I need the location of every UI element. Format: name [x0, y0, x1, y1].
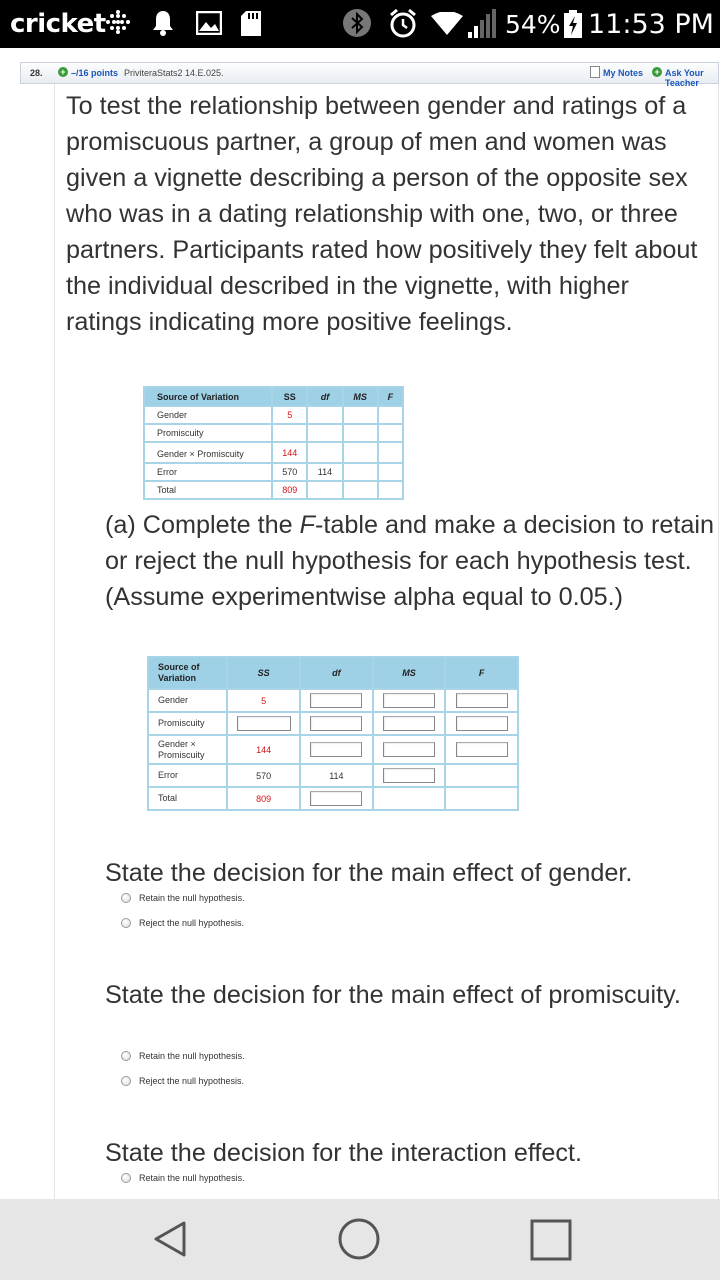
- plus-icon[interactable]: +: [58, 67, 68, 77]
- gender-f-input[interactable]: [456, 693, 508, 708]
- row-df: [307, 442, 342, 463]
- row-source: Error: [148, 764, 227, 787]
- option-label: Retain the null hypothesis.: [139, 893, 245, 903]
- interaction-ms-input[interactable]: [383, 742, 435, 757]
- table-row: [144, 481, 403, 499]
- radio-button[interactable]: [121, 1051, 131, 1061]
- row-source: Gender: [148, 689, 227, 712]
- wifi-icon: [430, 12, 464, 36]
- row-source: Gender: [144, 406, 272, 424]
- option-label: Retain the null hypothesis.: [139, 1051, 245, 1061]
- recents-icon[interactable]: [530, 1219, 572, 1261]
- notes-icon[interactable]: [590, 66, 600, 78]
- gender-df-input[interactable]: [310, 693, 362, 708]
- row-f: [378, 463, 403, 481]
- bluetooth-icon: [342, 8, 372, 38]
- gender-ms-input[interactable]: [383, 693, 435, 708]
- table-row: [144, 442, 403, 463]
- radio-button[interactable]: [121, 1076, 131, 1086]
- my-notes-link[interactable]: My Notes: [603, 68, 644, 78]
- decision-gender-prompt: State the decision for the main effect of gender.: [105, 859, 633, 887]
- table-row: [148, 787, 518, 810]
- promiscuity-ss-input[interactable]: [237, 716, 291, 731]
- sd-card-icon: [240, 10, 262, 37]
- table-row: [148, 689, 518, 712]
- header-source: Source of Variation: [148, 657, 227, 689]
- header-ss: SS: [227, 657, 300, 689]
- radio-button[interactable]: [121, 1173, 131, 1183]
- question-text: To test the relationship between gender and ratings of a promiscuous partner, a group of men and women was given a vignette describing a person of the opposite sex who was in a dating relationship with one, two, or three partners. Participants rated how positively they felt about the individual described in the vignette, with higher ratings indicating more positive feelings.: [66, 92, 698, 336]
- header-df: df: [307, 387, 342, 406]
- part-a-text: (a) Complete the F-table and make a decision to retain or reject the null hypothesis for each hypothesis test. (Assume experimentwise alpha equal to 0.05.): [105, 511, 715, 611]
- radio-button[interactable]: [121, 918, 131, 928]
- question-header: [20, 62, 719, 88]
- row-source: Total: [148, 787, 227, 810]
- row-df: [307, 481, 342, 499]
- row-f: [378, 406, 403, 424]
- row-df: 114: [300, 764, 373, 787]
- row-ss: 809: [227, 787, 300, 810]
- row-ms: [343, 442, 378, 463]
- battery-percent: 54%: [505, 10, 561, 39]
- promiscuity-ms-input[interactable]: [383, 716, 435, 731]
- dots-grid-icon: [105, 9, 131, 35]
- row-source: Gender × Promiscuity: [148, 735, 227, 764]
- table-row: [144, 406, 403, 424]
- row-source: Gender × Promiscuity: [144, 442, 272, 463]
- table-row: [148, 735, 518, 764]
- ask-teacher-plus-icon[interactable]: +: [652, 67, 662, 77]
- row-ss: 809: [272, 481, 307, 499]
- table-row: [148, 712, 518, 735]
- row-f: [378, 481, 403, 499]
- empty-cell: [445, 764, 518, 787]
- header-ms: MS: [343, 387, 378, 406]
- decision-promiscuity-prompt: State the decision for the main effect of promiscuity.: [105, 981, 681, 1009]
- option-label: Reject the null hypothesis.: [139, 1076, 245, 1086]
- interaction-retain-option[interactable]: [121, 1173, 245, 1187]
- radio-button[interactable]: [121, 893, 131, 903]
- row-f: [378, 424, 403, 442]
- notification-bell-icon: [150, 9, 176, 37]
- content-left-border: [54, 84, 55, 1199]
- back-icon[interactable]: [150, 1219, 190, 1259]
- row-df: [307, 406, 342, 424]
- points-link[interactable]: –/16 points: [71, 68, 119, 78]
- row-ms: [343, 463, 378, 481]
- answer-anova-table: [147, 656, 519, 811]
- clock-time: 11:53 PM: [588, 9, 714, 40]
- question-source: PriviteraStats2 14.E.025.: [124, 68, 224, 78]
- ask-teacher-link[interactable]: Ask Your Teacher: [665, 68, 704, 88]
- navigation-bar: [0, 1199, 720, 1280]
- row-ss: 570: [227, 764, 300, 787]
- part-a-instructions: [105, 507, 715, 615]
- decision-interaction-prompt: State the decision for the interaction effect.: [105, 1139, 582, 1167]
- promiscuity-reject-option[interactable]: [121, 1076, 244, 1090]
- row-f: [378, 442, 403, 463]
- row-source: Error: [144, 463, 272, 481]
- row-ss: 144: [272, 442, 307, 463]
- header-source: Source of Variation: [144, 387, 272, 406]
- row-ss: [272, 424, 307, 442]
- interaction-df-input[interactable]: [310, 742, 362, 757]
- promiscuity-df-input[interactable]: [310, 716, 362, 731]
- table-row: [144, 424, 403, 442]
- gender-reject-option[interactable]: [121, 918, 244, 932]
- status-bar: [0, 0, 720, 48]
- header-f: F: [445, 657, 518, 689]
- home-icon[interactable]: [337, 1217, 381, 1261]
- header-ss: SS: [272, 387, 307, 406]
- signal-icon: [466, 8, 498, 40]
- row-df: 114: [307, 463, 342, 481]
- alarm-icon: [388, 8, 418, 40]
- row-ss: 5: [272, 406, 307, 424]
- content-right-border: [718, 84, 719, 1199]
- promiscuity-f-input[interactable]: [456, 716, 508, 731]
- gender-retain-option[interactable]: [121, 893, 245, 907]
- option-label: Reject the null hypothesis.: [139, 918, 245, 928]
- option-label: Retain the null hypothesis.: [139, 1173, 245, 1183]
- row-source: Promiscuity: [148, 712, 227, 735]
- empty-cell: [445, 787, 518, 810]
- promiscuity-retain-option[interactable]: [121, 1051, 245, 1065]
- row-ms: [343, 481, 378, 499]
- question-number: 28.: [30, 68, 43, 78]
- row-ms: [343, 424, 378, 442]
- row-ss: 570: [272, 463, 307, 481]
- carrier-name: cricket: [10, 9, 106, 39]
- row-source: Total: [144, 481, 272, 499]
- empty-cell: [373, 787, 446, 810]
- total-df-input[interactable]: [310, 791, 362, 806]
- row-source: Promiscuity: [144, 424, 272, 442]
- image-icon: [196, 11, 222, 35]
- header-ms: MS: [373, 657, 446, 689]
- table-row: [148, 764, 518, 787]
- table-row: [144, 463, 403, 481]
- interaction-f-input[interactable]: [456, 742, 508, 757]
- row-ss: 144: [227, 735, 300, 764]
- error-ms-input[interactable]: [383, 768, 435, 783]
- battery-charging-icon: [564, 10, 582, 38]
- header-f: F: [378, 387, 403, 406]
- row-df: [307, 424, 342, 442]
- given-anova-table: [143, 386, 404, 500]
- row-ms: [343, 406, 378, 424]
- row-ss: 5: [227, 689, 300, 712]
- header-df: df: [300, 657, 373, 689]
